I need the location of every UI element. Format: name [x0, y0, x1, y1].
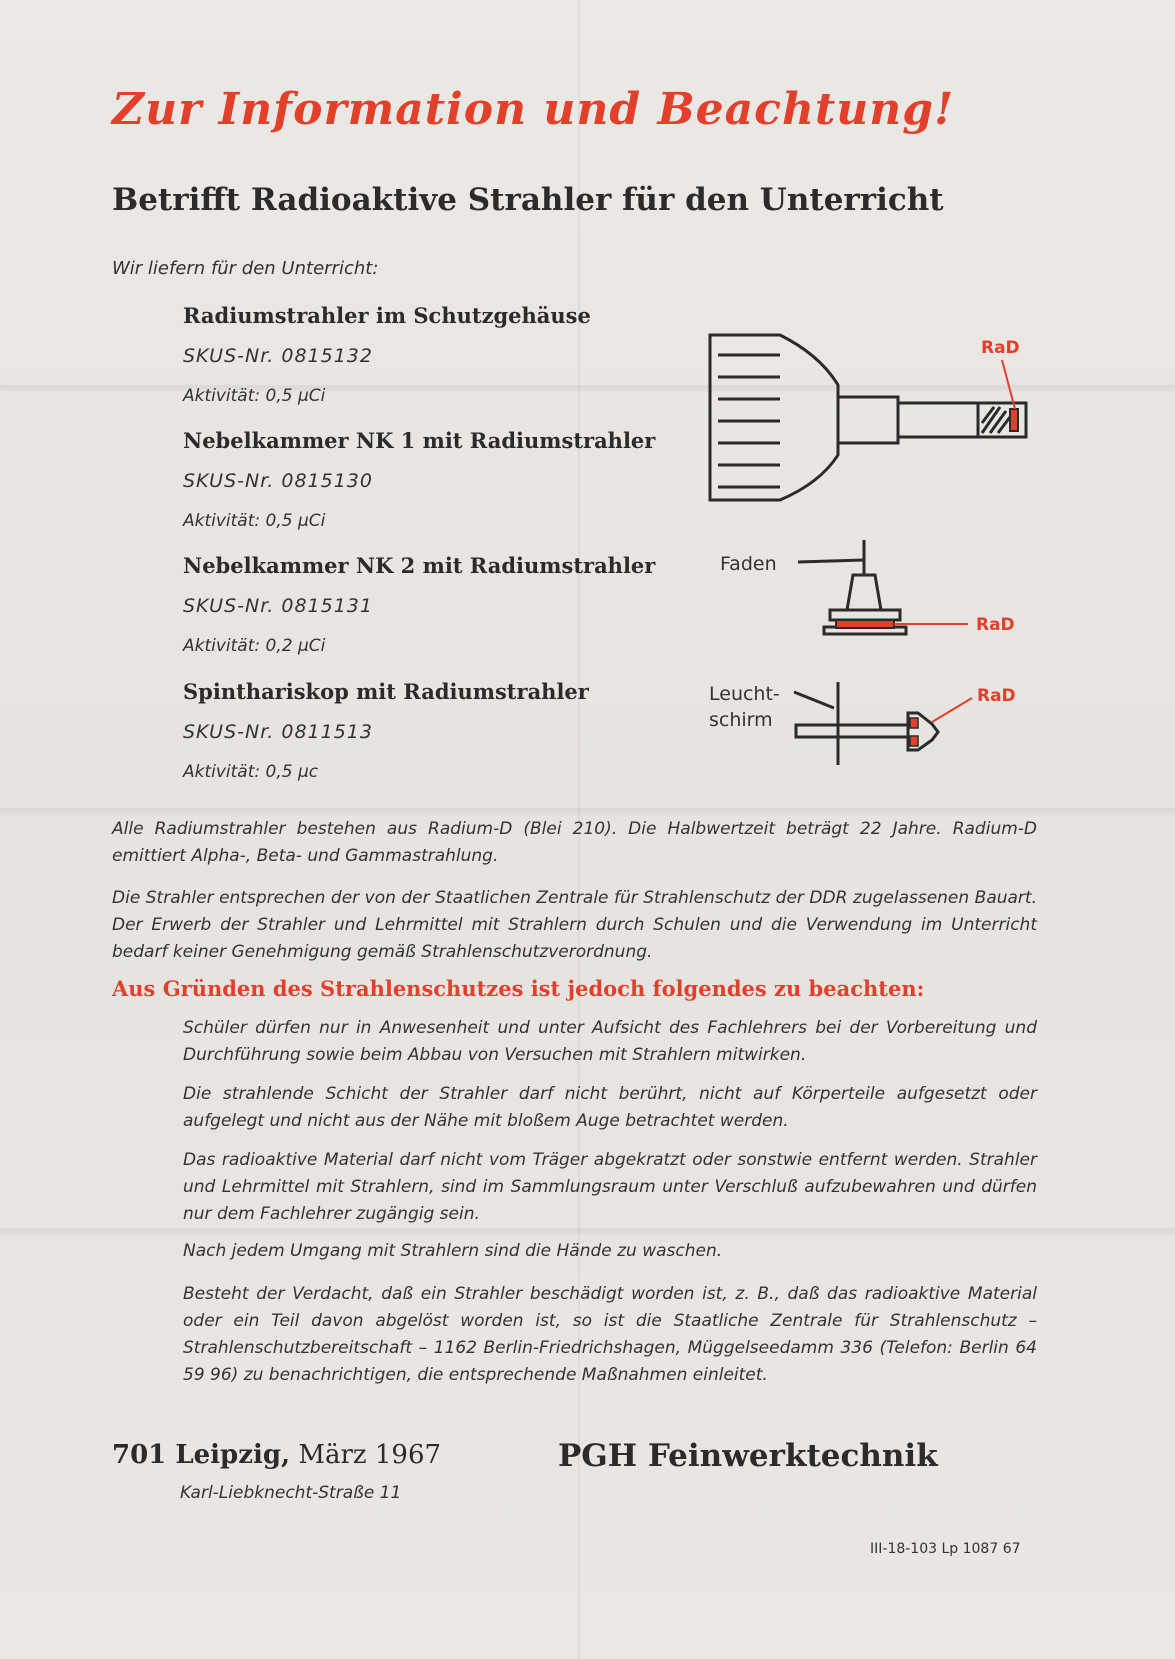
- product-activity: Aktivität: 0,5 μCi: [183, 386, 326, 406]
- nebelkammer-diagram: [718, 535, 1018, 655]
- leuchtschirm-label-2: schirm: [709, 709, 773, 731]
- paper-fold: [0, 1228, 1175, 1231]
- rule-paragraph: Das radioaktive Material darf nicht vom Träger abgekratzt oder sonstwie entfernt werden. Strahler und Lehrmittel mit Strahlern, sind im Sammlungsraum unter Verschluß aufzubewahren und dürfen nur dem Fachlehrer zugängig sein.: [183, 1150, 1037, 1224]
- footer-city: [112, 1440, 441, 1470]
- product-name: Nebelkammer NK 2 mit Radiumstrahler: [183, 553, 656, 578]
- product-activity: Aktivität: 0,2 μCi: [183, 636, 326, 656]
- rule-paragraph: Die strahlende Schicht der Strahler darf nicht berührt, nicht auf Körperteile aufgesetzt oder aufgelegt und nicht aus der Nähe mit bloßem Auge betrachtet werden.: [183, 1084, 1037, 1131]
- product-name: Nebelkammer NK 1 mit Radiumstrahler: [183, 428, 656, 453]
- page-title: Zur Information und Beachtung!: [112, 84, 955, 135]
- print-code: III-18-103 Lp 1087 67: [870, 1541, 1021, 1557]
- footer-city-name: 701 Leipzig,: [112, 1440, 291, 1470]
- approval-paragraph: Die Strahler entsprechen der von der Staatlichen Zentrale für Strahlenschutz der DDR zugelassenen Bauart. Der Erwerb der Strahler und Lehrmittel mit Strahlern durch Schulen und die Verwendung im Unterricht bedarf keiner Genehmigung gemäß Strahlenschutzverordnung.: [112, 888, 1037, 962]
- intro-text: Wir liefern für den Unterricht:: [112, 258, 379, 279]
- faden-label: Faden: [720, 553, 777, 575]
- footer-date: März 1967: [298, 1440, 442, 1470]
- rule-paragraph: Besteht der Verdacht, daß ein Strahler beschädigt worden ist, z. B., daß das radioaktive Material oder ein Teil davon abgelöst worden ist, so ist die Staatliche Zentrale für Strahlenschutz – Strahlenschutzbereitschaft – 1162 Berlin-Friedrichshagen, Müggelseedamm 336 (Telefon: Berlin 64 59 96) zu benachrichtigen, die entsprechende Maßnahmen einleitet.: [183, 1284, 1037, 1385]
- page-subtitle: Betrifft Radioaktive Strahler für den Unterricht: [112, 182, 944, 218]
- warning-heading: Aus Gründen des Strahlenschutzes ist jedoch folgendes zu beachten:: [112, 976, 925, 1001]
- product-item: [183, 550, 703, 661]
- rad-label: RaD: [976, 615, 1015, 635]
- rule-paragraph: Schüler dürfen nur in Anwesenheit und unter Aufsicht des Fachlehrers bei der Vorbereitung und Durchführung sowie beim Abbau von Versuchen mit Strahlern mitwirken.: [183, 1018, 1037, 1065]
- product-skus: SKUS-Nr. 0815131: [183, 595, 373, 617]
- product-skus: SKUS-Nr. 0815132: [183, 345, 373, 367]
- company-name: PGH Feinwerktechnik: [558, 1438, 938, 1474]
- product-skus: SKUS-Nr. 0811513: [183, 721, 373, 743]
- spinthariskop-diagram: [706, 670, 1026, 780]
- product-name: Radiumstrahler im Schutzgehäuse: [183, 303, 591, 328]
- footer-street: Karl-Liebknecht-Straße 11: [180, 1483, 402, 1503]
- rad-label: RaD: [977, 686, 1016, 706]
- product-item: [183, 300, 703, 411]
- paper-fold: [0, 808, 1175, 811]
- product-activity: Aktivität: 0,5 μc: [183, 762, 319, 782]
- radium-info-paragraph: Alle Radiumstrahler bestehen aus Radium-D (Blei 210). Die Halbwertzeit beträgt 22 Jahre. Radium-D emittiert Alpha-, Beta- und Gammastrahlung.: [112, 819, 1037, 866]
- leuchtschirm-label-1: Leucht-: [709, 683, 780, 705]
- product-item: [183, 676, 703, 787]
- product-activity: Aktivität: 0,5 μCi: [183, 511, 326, 531]
- product-name: Spinthariskop mit Radiumstrahler: [183, 679, 589, 704]
- rule-paragraph: Nach jedem Umgang mit Strahlern sind die Hände zu waschen.: [183, 1241, 723, 1261]
- rad-label: RaD: [981, 338, 1020, 358]
- radiumstrahler-diagram: [700, 315, 1040, 515]
- product-item: [183, 425, 703, 536]
- product-skus: SKUS-Nr. 0815130: [183, 470, 373, 492]
